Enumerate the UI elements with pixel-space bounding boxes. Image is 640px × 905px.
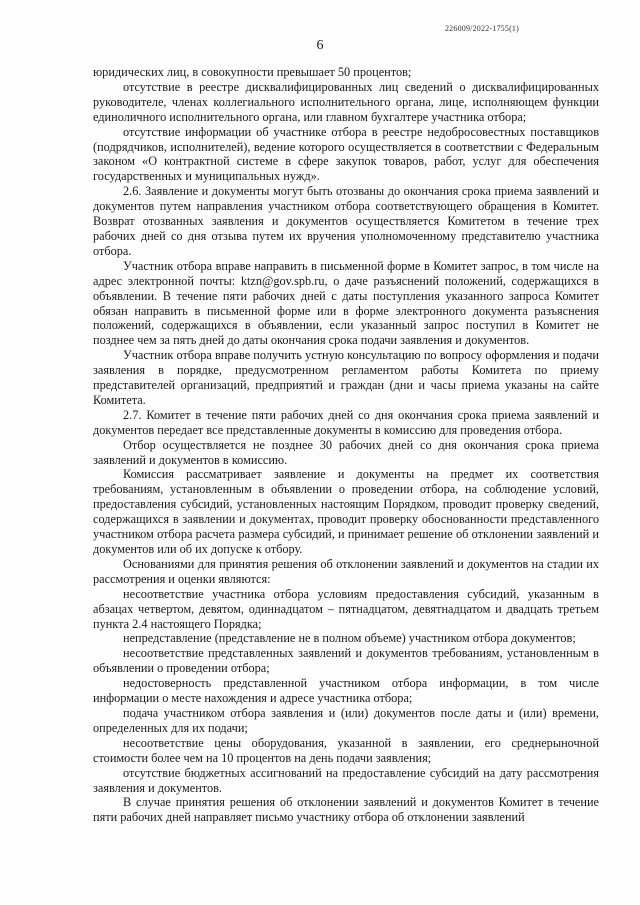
paragraph: несоответствие цены оборудования, указанной в заявлении, его среднерыночной стоимости более чем на 10 процентов на день подачи заявления; [93, 735, 599, 765]
paragraph: отсутствие информации об участнике отбора в реестре недобросовестных поставщиков (подрядчиков, исполнителей), ведение которого осуществляется в соответствии с Федеральным законом «О контрактной системе в сфере закупок товаров, работ, услуг для обеспечения государственных и муниципальных нужд». [93, 124, 599, 184]
paragraph: юридических лиц, в совокупности превышает 50 процентов; [93, 65, 412, 79]
paragraph: Основаниями для принятия решения об отклонении заявлений и документов на стадии их рассмотрения и оценки являются: [93, 556, 599, 586]
paragraph: Комиссия рассматривает заявление и документы на предмет их соответствия требованиям, установленным в объявлении о проведении отбора, на соблюдение условий, предоставления субсидий, установленных настоящим Порядком, проводит проверку сведений, содержащихся в заявлении и документах, проводит проверку обоснованности представленного участником отбора расчета размера субсидий, и принимает решение об отклонении заявлений и документов или об их допуске к отбору. [93, 467, 599, 556]
document-registration-number: 226009/2022-1755(1) [444, 24, 519, 33]
paragraph: отсутствие в реестре дисквалифицированных лиц сведений о дисквалифицированных руководителе, членах коллегиального исполнительного органа, лице, исполняющем функции единоличного исполнительного органа, или главном бухгалтере участника отбора; [93, 79, 599, 124]
paragraph: подача участником отбора заявления и (или) документов после даты и (или) времени, определенных для их подачи; [93, 705, 599, 735]
paragraph: 2.7. Комитет в течение пяти рабочих дней со дня окончания срока приема заявлений и документов передает все представленные документы в комиссию для проведения отбора. [93, 407, 599, 437]
paragraph: отсутствие бюджетных ассигнований на предоставление субсидий на дату рассмотрения заявления и документов. [93, 765, 599, 795]
paragraph: недостоверность представленной участником отбора информации, в том числе информации о месте нахождения и адресе участника отбора; [93, 676, 599, 706]
paragraph: Участник отбора вправе направить в письменной форме в Комитет запрос, в том числе на адрес электронной почты: ktzn@gov.spb.ru, о даче разъяснений положений, содержащихся в объявлении. В течение пяти рабочих дней с даты поступления указанного запроса Комитет обязан направить в письменной форме или в форме электронного документа разъяснения положений, содержащихся в объявлении, если указанный запрос поступил в Комитет не позднее чем за пять дней до даты окончания срока подачи заявления и документов. [93, 258, 599, 348]
paragraph: непредставление (представление не в полном объеме) участником отбора документов; [123, 631, 576, 646]
paragraph: несоответствие участника отбора условиям предоставления субсидий, указанным в абзацах четвертом, девятом, одиннадцатом – пятнадцатом, девятнадцатом и двадцать третьем пункта 2.4 настоящего Порядка; [93, 586, 599, 631]
paragraph: 2.6. Заявление и документы могут быть отозваны до окончания срока приема заявлений и документов путем направления участником отбора соответствующего обращения в Комитет. Возврат отозванных заявления и документов осуществляется Комитетом в течение трех рабочих дней со дня отзыва путем их вручения уполномоченному представителю участника отбора. [93, 184, 599, 258]
document-body [93, 65, 599, 825]
paragraph: Участник отбора вправе получить устную консультацию по вопросу оформления и подачи заявления в порядке, предусмотренном регламентом работы Комитета по приему представителей организаций, предприятий и граждан (дни и часы приема указаны на сайте Комитета. [93, 348, 599, 407]
paragraph: Отбор осуществляется не позднее 30 рабочих дней со дня окончания срока приема заявлений и документов в комиссию. [93, 437, 599, 467]
paragraph: несоответствие представленных заявлений и документов требованиям, установленным в объявлении о проведении отбора; [93, 646, 599, 676]
paragraph: В случае принятия решения об отклонении заявлений и документов Комитет в течение пяти рабочих дней направляет письмо участнику отбора об отклонении заявлений [93, 795, 599, 825]
page-number: 6 [316, 38, 324, 53]
